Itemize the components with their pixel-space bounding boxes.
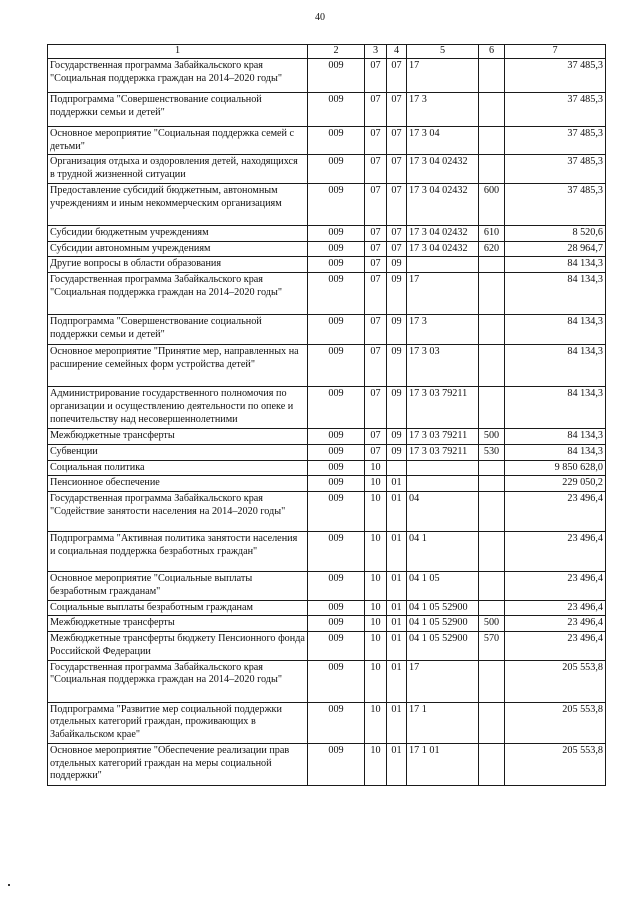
cell-target-article: 17 3 04 [407,126,479,155]
column-header: 3 [365,45,387,59]
cell-admin-code: 009 [308,183,365,225]
cell-amount: 205 553,8 [505,702,606,743]
table-row [48,743,606,785]
cell-subsection: 01 [387,600,407,616]
table-row [48,616,606,632]
cell-name: Социальные выплаты безработным гражданам [48,600,308,616]
cell-section: 07 [365,345,387,387]
cell-section: 10 [365,460,387,476]
cell-amount: 84 134,3 [505,273,606,315]
cell-target-article: 17 [407,58,479,92]
cell-section: 07 [365,241,387,257]
table-row [48,476,606,492]
cell-amount: 28 964,7 [505,241,606,257]
cell-section: 10 [365,660,387,702]
cell-target-article: 17 3 04 02432 [407,225,479,241]
cell-expense-type [479,257,505,273]
cell-admin-code: 009 [308,572,365,601]
cell-target-article: 17 3 [407,315,479,345]
cell-subsection: 01 [387,616,407,632]
cell-amount: 8 520,6 [505,225,606,241]
cell-expense-type: 610 [479,225,505,241]
cell-name: Субсидии бюджетным учреждениям [48,225,308,241]
column-header: 1 [48,45,308,59]
cell-target-article [407,460,479,476]
cell-subsection: 09 [387,315,407,345]
cell-name: Социальная политика [48,460,308,476]
cell-expense-type [479,273,505,315]
cell-admin-code: 009 [308,345,365,387]
cell-target-article: 17 3 03 [407,345,479,387]
cell-name: Подпрограмма "Совершенствование социальной поддержки семьи и детей" [48,92,308,126]
cell-expense-type: 500 [479,616,505,632]
table-row [48,429,606,445]
cell-expense-type [479,492,505,532]
cell-section: 07 [365,273,387,315]
cell-name: Основное мероприятие "Принятие мер, направленных на расширение семейных форм устройства детей" [48,345,308,387]
budget-table [47,44,606,786]
scan-artifact-dot [8,884,10,886]
cell-amount: 84 134,3 [505,387,606,429]
cell-section: 10 [365,702,387,743]
cell-admin-code: 009 [308,225,365,241]
cell-target-article: 04 1 05 52900 [407,632,479,661]
column-header: 6 [479,45,505,59]
cell-target-article: 17 1 [407,702,479,743]
cell-target-article: 17 3 03 79211 [407,444,479,460]
cell-admin-code: 009 [308,155,365,184]
cell-target-article: 17 3 04 02432 [407,241,479,257]
cell-expense-type: 570 [479,632,505,661]
cell-expense-type: 600 [479,183,505,225]
cell-expense-type [479,58,505,92]
cell-target-article: 17 3 03 79211 [407,429,479,445]
cell-admin-code: 009 [308,241,365,257]
cell-name: Подпрограмма "Активная политика занятости населения и социальная поддержка безработных граждан" [48,532,308,572]
cell-subsection: 07 [387,126,407,155]
cell-name: Пенсионное обеспечение [48,476,308,492]
cell-subsection: 09 [387,257,407,273]
cell-target-article: 17 [407,660,479,702]
cell-section: 07 [365,126,387,155]
cell-name: Государственная программа Забайкальского края "Социальная поддержка граждан на 2014–2020 годы" [48,58,308,92]
cell-target-article: 17 3 [407,92,479,126]
cell-target-article: 04 [407,492,479,532]
cell-expense-type [479,572,505,601]
cell-subsection: 09 [387,345,407,387]
cell-expense-type [479,460,505,476]
cell-name: Предоставление субсидий бюджетным, автономным учреждениям и иным некоммерческим организациям [48,183,308,225]
cell-name: Межбюджетные трансферты бюджету Пенсионного фонда Российской Федерации [48,632,308,661]
cell-amount: 37 485,3 [505,126,606,155]
cell-target-article: 17 3 04 02432 [407,155,479,184]
table-row [48,460,606,476]
cell-section: 07 [365,444,387,460]
cell-name: Другие вопросы в области образования [48,257,308,273]
cell-admin-code: 009 [308,492,365,532]
column-header: 4 [387,45,407,59]
table-row [48,241,606,257]
cell-target-article: 17 [407,273,479,315]
cell-amount: 23 496,4 [505,532,606,572]
cell-name: Государственная программа Забайкальского края "Социальная поддержка граждан на 2014–2020 годы" [48,660,308,702]
table-row [48,387,606,429]
cell-expense-type [479,702,505,743]
table-row [48,155,606,184]
column-header: 7 [505,45,606,59]
table-row [48,532,606,572]
cell-amount: 84 134,3 [505,315,606,345]
table-row [48,660,606,702]
cell-name: Субсидии автономным учреждениям [48,241,308,257]
cell-admin-code: 009 [308,126,365,155]
cell-amount: 84 134,3 [505,429,606,445]
cell-name: Государственная программа Забайкальского края "Социальная поддержка граждан на 2014–2020 годы" [48,273,308,315]
cell-target-article: 17 1 01 [407,743,479,785]
cell-admin-code: 009 [308,92,365,126]
cell-name: Администрирование государственного полномочия по организации и осуществлению деятельности по опеке и попечительству над несовершеннолетними [48,387,308,429]
cell-expense-type [479,92,505,126]
cell-amount: 229 050,2 [505,476,606,492]
cell-admin-code: 009 [308,315,365,345]
cell-section: 10 [365,600,387,616]
cell-subsection: 07 [387,183,407,225]
cell-name: Межбюджетные трансферты [48,429,308,445]
table-row [48,572,606,601]
page-number: 40 [315,12,325,23]
cell-subsection: 01 [387,572,407,601]
cell-expense-type [479,126,505,155]
table-row [48,632,606,661]
cell-expense-type: 500 [479,429,505,445]
cell-subsection: 01 [387,660,407,702]
column-header: 5 [407,45,479,59]
cell-amount: 23 496,4 [505,572,606,601]
cell-amount: 37 485,3 [505,155,606,184]
table-row [48,257,606,273]
cell-name: Основное мероприятие "Социальная поддержка семей с детьми" [48,126,308,155]
cell-expense-type [479,387,505,429]
cell-section: 07 [365,58,387,92]
cell-section: 10 [365,572,387,601]
cell-target-article [407,476,479,492]
cell-admin-code: 009 [308,532,365,572]
table-row [48,444,606,460]
table-row [48,315,606,345]
cell-target-article: 17 3 04 02432 [407,183,479,225]
cell-amount: 23 496,4 [505,492,606,532]
cell-subsection: 09 [387,387,407,429]
cell-amount: 205 553,8 [505,660,606,702]
cell-subsection: 07 [387,155,407,184]
cell-section: 10 [365,616,387,632]
table-row [48,183,606,225]
table-row [48,345,606,387]
cell-subsection: 07 [387,58,407,92]
cell-admin-code: 009 [308,444,365,460]
cell-subsection: 07 [387,92,407,126]
cell-subsection: 01 [387,492,407,532]
cell-expense-type [479,155,505,184]
cell-section: 07 [365,429,387,445]
cell-name: Государственная программа Забайкальского края "Содействие занятости населения на 2014–2020 годы" [48,492,308,532]
cell-name: Основное мероприятие "Обеспечение реализации прав отдельных категорий граждан на меры социальной поддержки" [48,743,308,785]
cell-admin-code: 009 [308,632,365,661]
table-row [48,273,606,315]
cell-expense-type [479,743,505,785]
cell-amount: 84 134,3 [505,257,606,273]
cell-name: Субвенции [48,444,308,460]
cell-admin-code: 009 [308,273,365,315]
cell-section: 07 [365,183,387,225]
cell-admin-code: 009 [308,476,365,492]
column-header: 2 [308,45,365,59]
cell-admin-code: 009 [308,616,365,632]
cell-amount: 84 134,3 [505,444,606,460]
cell-amount: 84 134,3 [505,345,606,387]
cell-admin-code: 009 [308,257,365,273]
table-row [48,58,606,92]
cell-subsection: 01 [387,743,407,785]
cell-subsection: 07 [387,241,407,257]
cell-admin-code: 009 [308,387,365,429]
cell-target-article: 04 1 05 52900 [407,600,479,616]
cell-admin-code: 009 [308,429,365,445]
cell-amount: 37 485,3 [505,92,606,126]
cell-subsection: 01 [387,532,407,572]
cell-target-article: 04 1 [407,532,479,572]
cell-subsection: 09 [387,444,407,460]
header-row [48,45,606,59]
cell-section: 10 [365,743,387,785]
cell-target-article: 04 1 05 [407,572,479,601]
cell-admin-code: 009 [308,58,365,92]
cell-amount: 9 850 628,0 [505,460,606,476]
cell-expense-type [479,660,505,702]
cell-target-article: 04 1 05 52900 [407,616,479,632]
cell-section: 07 [365,155,387,184]
cell-name: Межбюджетные трансферты [48,616,308,632]
cell-amount: 37 485,3 [505,183,606,225]
cell-subsection: 09 [387,273,407,315]
cell-expense-type [479,532,505,572]
cell-subsection: 01 [387,632,407,661]
cell-section: 10 [365,532,387,572]
cell-amount: 23 496,4 [505,632,606,661]
cell-amount: 23 496,4 [505,616,606,632]
cell-section: 07 [365,225,387,241]
cell-expense-type: 530 [479,444,505,460]
cell-amount: 205 553,8 [505,743,606,785]
cell-admin-code: 009 [308,702,365,743]
cell-expense-type [479,600,505,616]
cell-amount: 23 496,4 [505,600,606,616]
cell-expense-type [479,315,505,345]
cell-expense-type: 620 [479,241,505,257]
table-row [48,92,606,126]
cell-expense-type [479,476,505,492]
cell-admin-code: 009 [308,600,365,616]
table-row [48,702,606,743]
cell-target-article: 17 3 03 79211 [407,387,479,429]
cell-amount: 37 485,3 [505,58,606,92]
cell-name: Подпрограмма "Развитие мер социальной поддержки отдельных категорий граждан, проживающих в Забайкальском крае" [48,702,308,743]
table-row [48,126,606,155]
cell-admin-code: 009 [308,743,365,785]
cell-section: 10 [365,492,387,532]
cell-admin-code: 009 [308,460,365,476]
cell-section: 07 [365,92,387,126]
cell-subsection: 01 [387,702,407,743]
table-row [48,225,606,241]
table-row [48,492,606,532]
cell-name: Основное мероприятие "Социальные выплаты безработным гражданам" [48,572,308,601]
cell-subsection: 07 [387,225,407,241]
cell-subsection [387,460,407,476]
cell-section: 07 [365,315,387,345]
cell-section: 10 [365,476,387,492]
cell-expense-type [479,345,505,387]
cell-section: 07 [365,387,387,429]
cell-section: 07 [365,257,387,273]
cell-admin-code: 009 [308,660,365,702]
cell-subsection: 01 [387,476,407,492]
cell-section: 10 [365,632,387,661]
cell-subsection: 09 [387,429,407,445]
cell-name: Организация отдыха и оздоровления детей, находящихся в трудной жизненной ситуации [48,155,308,184]
table-row [48,600,606,616]
cell-target-article [407,257,479,273]
cell-name: Подпрограмма "Совершенствование социальной поддержки семьи и детей" [48,315,308,345]
